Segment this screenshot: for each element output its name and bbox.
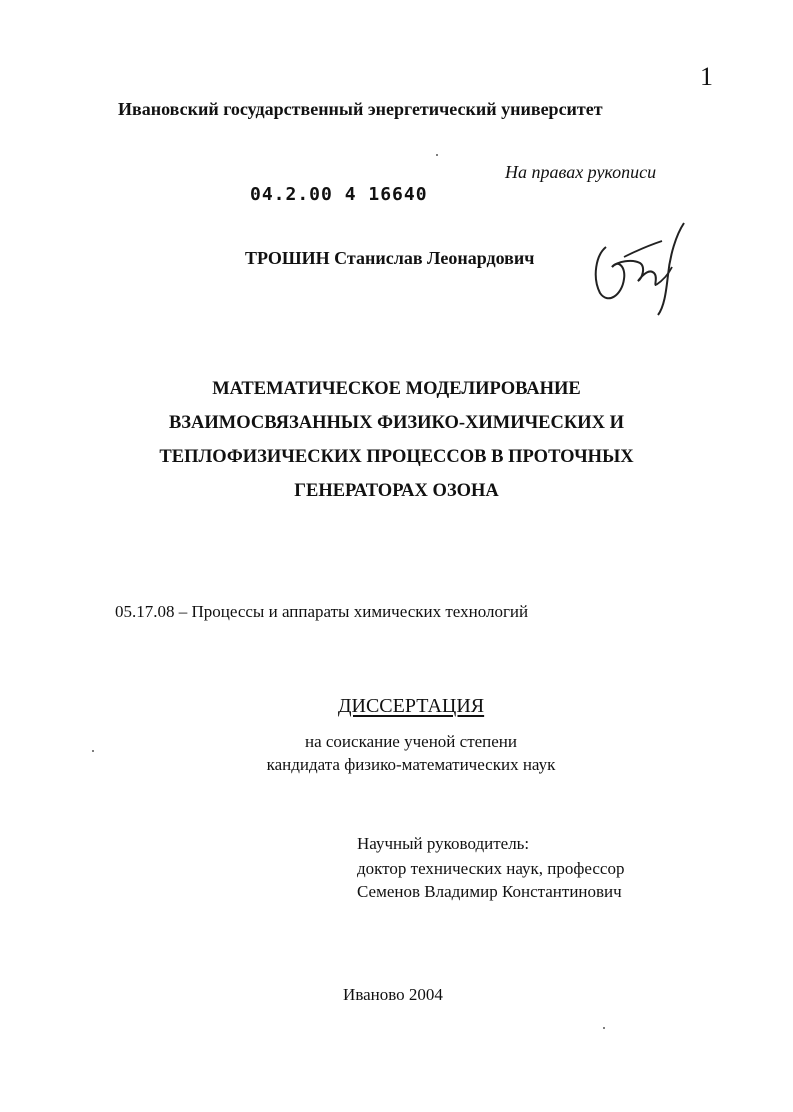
university-name: Ивановский государственный энергетический университет <box>118 99 603 119</box>
degree-line: кандидата физико-математических наук <box>266 755 556 774</box>
degree-statement <box>0 730 793 776</box>
dissertation-title <box>0 372 793 508</box>
scan-speck <box>92 750 94 752</box>
supervisor-title: доктор технических наук, профессор <box>357 859 625 878</box>
title-line: ГЕНЕРАТОРАХ ОЗОНА <box>294 481 499 501</box>
scan-speck <box>603 1027 605 1029</box>
speciality-code: 05.17.08 – Процессы и аппараты химических технологий <box>115 602 529 621</box>
degree-line: на соискание ученой степени <box>304 732 518 751</box>
supervisor-label: Научный руководитель: <box>357 834 530 853</box>
author-name: ТРОШИН Станислав Леонардович <box>245 248 535 268</box>
scan-speck <box>436 154 438 156</box>
title-line: МАТЕМАТИЧЕСКОЕ МОДЕЛИРОВАНИЕ <box>212 379 581 399</box>
supervisor-name: Семенов Владимир Константинович <box>357 882 622 901</box>
city-year: Иваново 2004 <box>343 985 443 1004</box>
title-line: ТЕПЛОФИЗИЧЕСКИХ ПРОЦЕССОВ В ПРОТОЧНЫХ <box>159 447 634 467</box>
document-type: ДИССЕРТАЦИЯ <box>337 695 485 717</box>
rights-note: На правах рукописи <box>505 162 657 182</box>
title-line: ВЗАИМОСВЯЗАННЫХ ФИЗИКО-ХИМИЧЕСКИХ И <box>168 413 625 433</box>
page-number-mark: 1 <box>700 62 713 91</box>
library-stamp: 04.2.00 4 16640 <box>250 184 428 205</box>
signature-image <box>588 215 688 320</box>
